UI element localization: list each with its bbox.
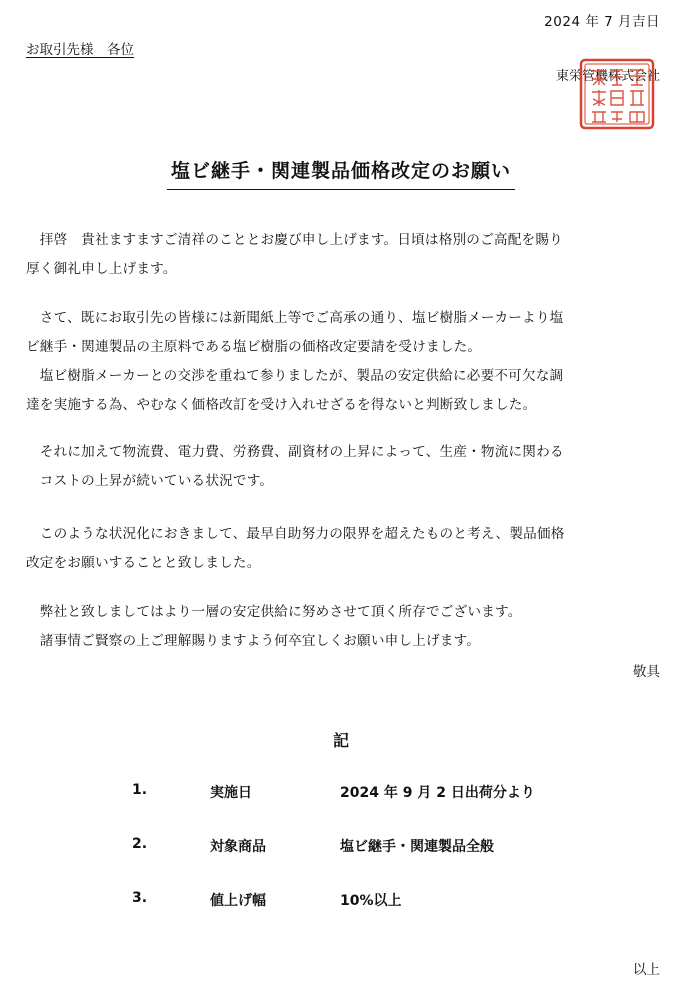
text-line: 塩ビ樹脂メーカーとの交渉を重ねて参りましたが、製品の安定供給に必要不可欠な調 — [26, 368, 564, 384]
notes-item-label: 対象商品 — [210, 839, 266, 855]
paragraph-closing — [26, 598, 666, 656]
text-line: 諸事情ご賢察の上ご理解賜りますよう何卒宜しくお願い申し上げます。 — [26, 633, 481, 649]
notes-item-value: 塩ビ継手・関連製品全般 — [340, 839, 494, 855]
text-line: 弊社と致しましてはより一層の安定供給に努めさせて頂く所存でございます。 — [26, 604, 522, 620]
paragraph-costs — [26, 438, 666, 496]
notes-item-number: 2. — [132, 836, 148, 852]
text-line: さて、既にお取引先の皆様には新聞紙上等でご高承の通り、塩ビ樹脂メーカーより塩 — [26, 310, 564, 326]
notes-item-label: 値上げ幅 — [210, 893, 266, 909]
notes-item-value: 2024 年 9 月 2 日出荷分より — [340, 785, 535, 801]
company-name: 東栄管機株式会社 — [555, 69, 660, 84]
text-line: 厚く御礼申し上げます。 — [26, 261, 177, 277]
text-line: このような状況化におきまして、最早自助努力の限界を超えたものと考え、製品価格 — [26, 526, 565, 542]
document-date: 2024 年 7 月吉日 — [544, 14, 660, 30]
notes-heading: 記 — [332, 731, 349, 750]
document-title-text: 塩ビ継手・関連製品価格改定のお願い — [167, 156, 515, 190]
closing-ijou: 以上 — [632, 962, 660, 978]
text-line: コストの上昇が続いている状況です。 — [26, 473, 274, 489]
paragraph-decision — [26, 520, 666, 578]
notes-item-number: 1. — [132, 782, 148, 798]
paragraph-greeting — [26, 226, 666, 284]
document-title — [0, 156, 682, 190]
paragraph-price-request — [26, 304, 666, 420]
text-line: 達を実施する為、やむなく価格改訂を受け入れせざるを得ないと判断致しました。 — [26, 397, 537, 413]
text-line: 拝啓 貴社ますますご清祥のこととお慶び申し上げます。日頃は格別のご高配を賜り — [26, 232, 563, 248]
notes-item-label: 実施日 — [210, 785, 252, 801]
text-line: 改定をお願いすることと致しました。 — [26, 555, 261, 571]
company-seal — [578, 57, 656, 131]
recipient: お取引先様 各位 — [26, 42, 134, 58]
notes-item-number: 3. — [132, 890, 148, 906]
closing-keigu: 敬具 — [632, 664, 660, 680]
notes-item-value: 10%以上 — [340, 893, 402, 909]
text-line: それに加えて物流費、電力費、労務費、副資材の上昇によって、生産・物流に関わる — [26, 444, 564, 460]
text-line: ビ継手・関連製品の主原料である塩ビ樹脂の価格改定要請を受けました。 — [26, 339, 482, 355]
